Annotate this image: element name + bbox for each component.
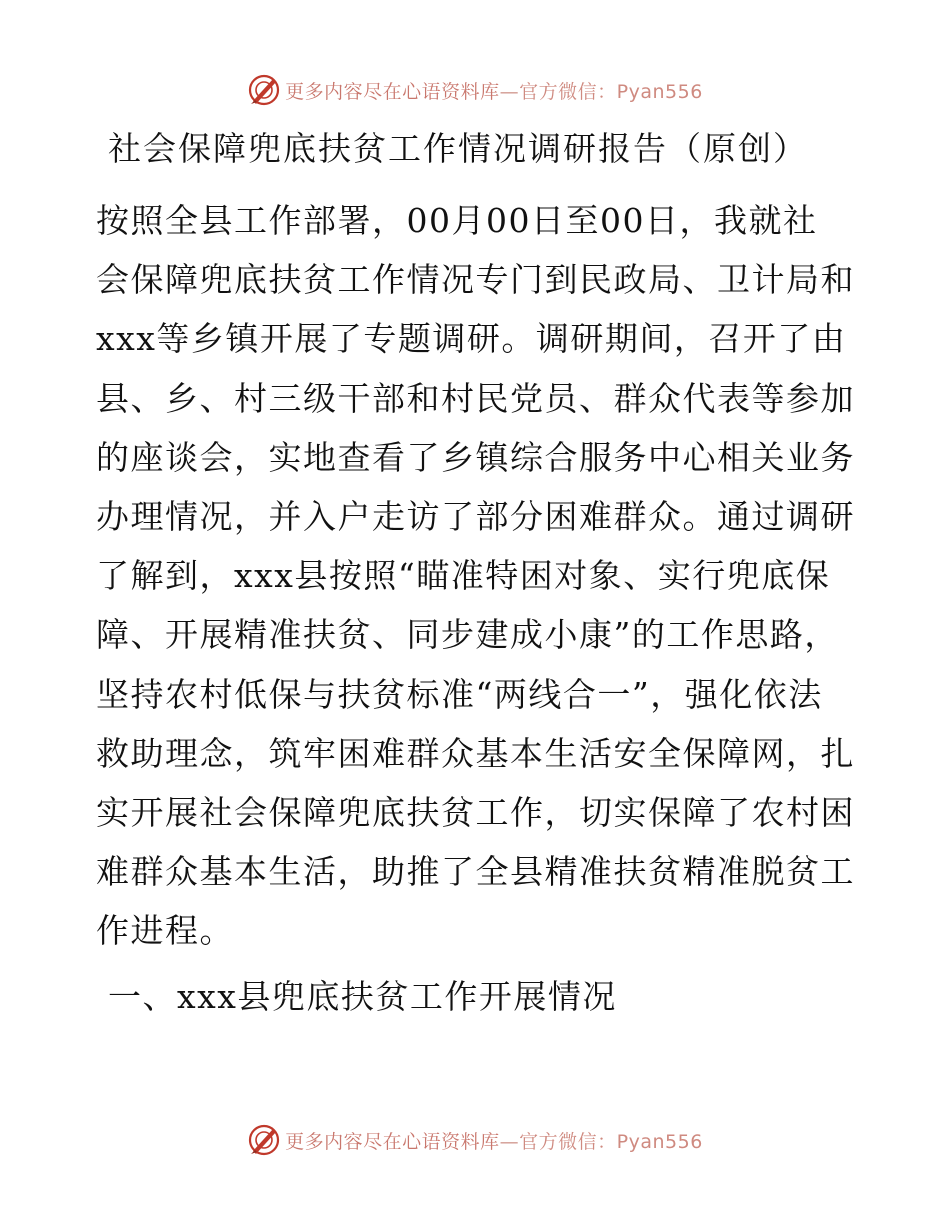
paragraph-line: 了解到，xxx县按照“瞄准特困对象、实行兜底保 [96,556,831,596]
paragraph-line: 救助理念，筑牢困难群众基本生活安全保障网，扎 [96,733,855,773]
banner-main-text: 更多内容尽在心语资料库 [285,1130,500,1153]
banner-text [285,77,703,104]
paragraph-line: 的座谈会，实地查看了乡镇综合服务中心相关业务 [96,437,855,477]
banner-main-text: 更多内容尽在心语资料库 [285,80,500,103]
banner-contact-text: 官方微信：Pyan556 [519,1130,703,1153]
paragraph-line: 实开展社会保障兜底扶贫工作，切实保障了农村困 [96,792,855,832]
pen-logo-icon [247,73,281,107]
footer-watermark-banner [0,1120,950,1160]
paragraph-line: 坚持农村低保与扶贫标准“两线合一”，强化依法 [96,674,823,714]
body-paragraph [96,198,856,967]
paragraph-line: 按照全县工作部署，00月00日至00日，我就社 [96,201,818,240]
paragraph-line: 县、乡、村三级干部和村民党员、群众代表等参加 [96,378,855,418]
paragraph-line: 办理情况，并入户走访了部分困难群众。通过调研 [96,496,855,536]
banner-separator: — [499,1130,520,1153]
paragraph-line: 难群众基本生活，助推了全县精准扶贫精准脱贫工 [96,852,855,892]
banner-contact-text: 官方微信：Pyan556 [519,80,703,103]
section-heading: 一、xxx县兜底扶贫工作开展情况 [108,977,617,1016]
banner-separator: — [499,80,520,103]
header-watermark-banner [0,70,950,110]
document-title: 社会保障兜底扶贫工作情况调研报告（原创） [108,129,808,168]
paragraph-line: 作进程。 [96,911,234,951]
paragraph-line: xxx等乡镇开展了专题调研。调研期间，召开了由 [96,319,847,359]
paragraph-line: 会保障兜底扶贫工作情况专门到民政局、卫计局和 [96,260,855,300]
banner-text [285,1127,703,1154]
paragraph-line: 障、开展精准扶贫、同步建成小康”的工作思路， [96,615,839,655]
pen-logo-icon [247,1123,281,1157]
